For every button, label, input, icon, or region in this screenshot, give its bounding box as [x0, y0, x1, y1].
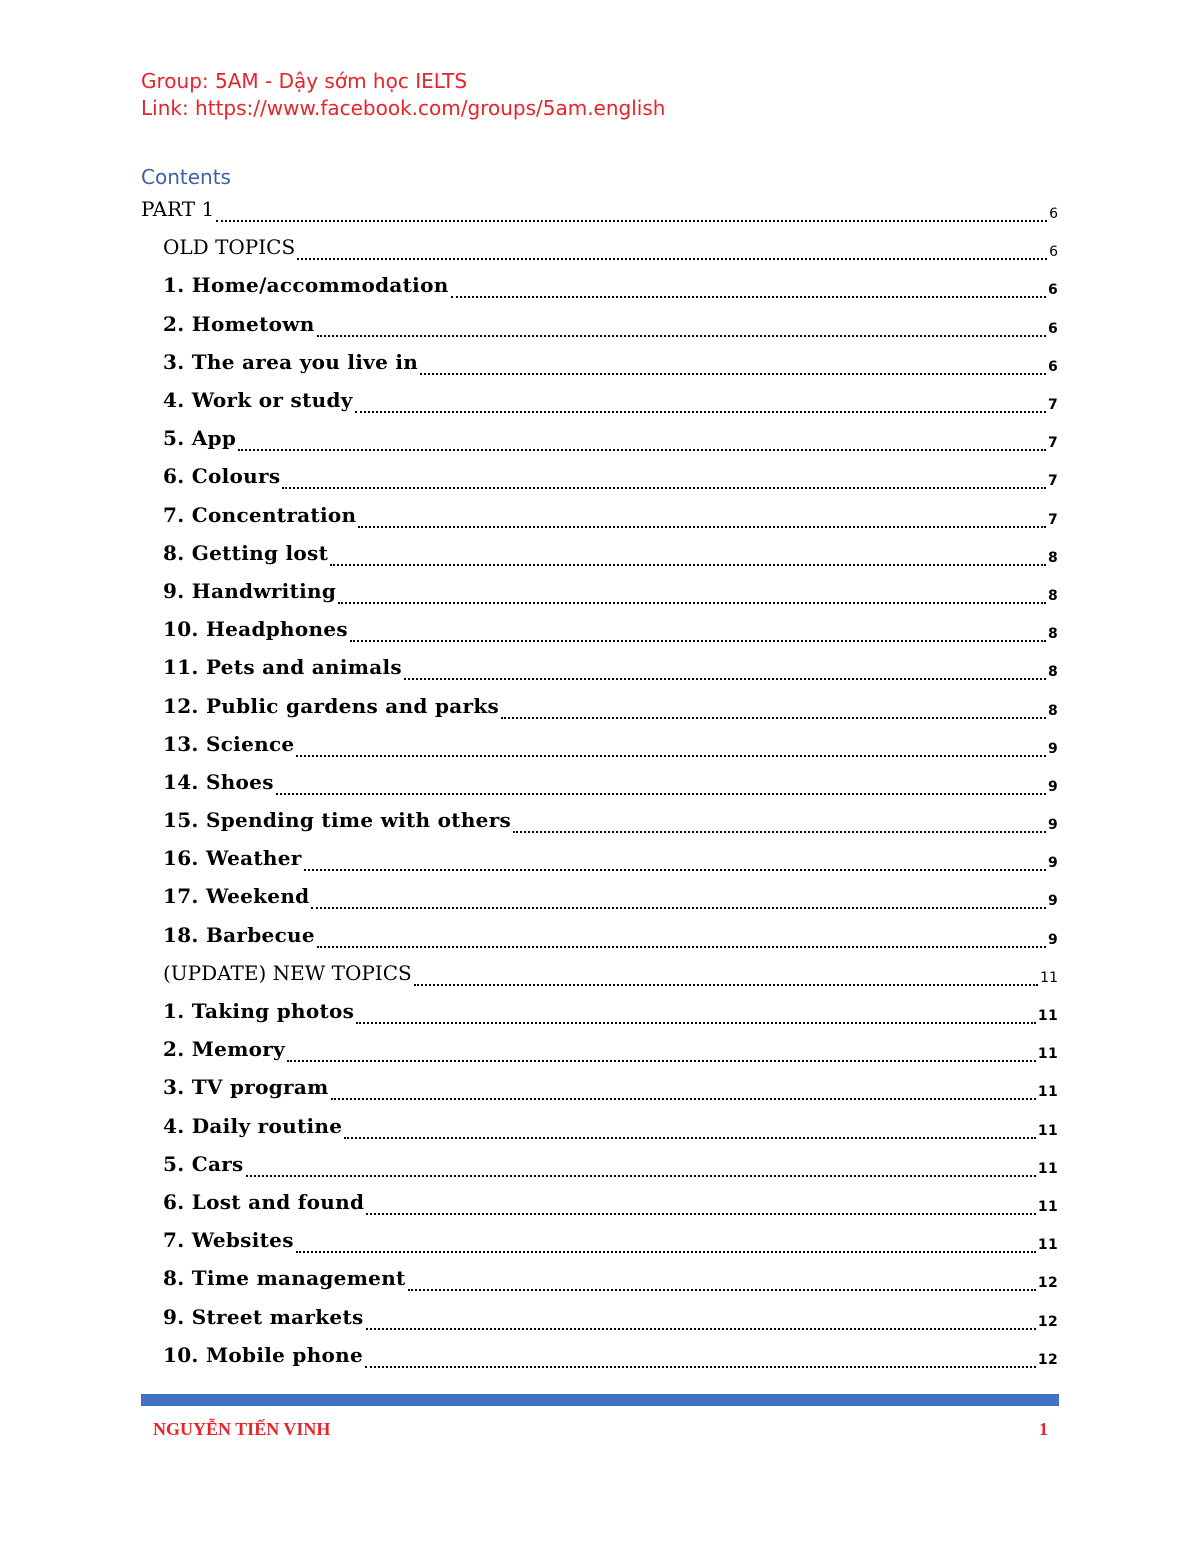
toc-entry-page: 7: [1047, 435, 1058, 452]
toc-entry[interactable]: [141, 1259, 1058, 1297]
toc-entry-label: (UPDATE) NEW TOPICS: [163, 960, 412, 985]
toc-entry-page: 9: [1047, 740, 1058, 757]
toc-entry-page: 9: [1047, 778, 1058, 795]
toc-entry-label: 10. Headphones: [163, 617, 348, 642]
toc-entry-label: 9. Street markets: [163, 1304, 364, 1329]
toc-entry[interactable]: [141, 1297, 1058, 1335]
toc-entry[interactable]: [141, 648, 1058, 686]
toc-entry-label: PART 1: [141, 197, 215, 222]
toc-dot-leader: [366, 1308, 1036, 1330]
toc-entry-label: 11. Pets and animals: [163, 655, 402, 680]
toc-entry-page: 11: [1040, 969, 1058, 986]
toc-entry-label: 10. Mobile phone: [163, 1342, 364, 1367]
toc-entry-page: 7: [1047, 473, 1058, 490]
toc-entry[interactable]: [141, 1068, 1058, 1106]
group-link[interactable]: Link: https://www.facebook.com/groups/5am.english: [141, 96, 666, 120]
toc-dot-leader: [451, 276, 1046, 298]
toc-entry[interactable]: [141, 419, 1058, 457]
footer-author: NGUYỄN TIẾN VINH: [153, 1419, 331, 1439]
toc-entry[interactable]: [141, 916, 1058, 954]
toc-entry[interactable]: [141, 1030, 1058, 1068]
toc-entry[interactable]: [141, 1145, 1058, 1183]
table-of-contents: [141, 190, 1058, 1374]
toc-entry-label: 6. Colours: [163, 464, 281, 489]
toc-entry-page: 12: [1037, 1275, 1058, 1292]
toc-entry-label: 8. Time management: [163, 1266, 406, 1291]
toc-entry-page: 8: [1047, 702, 1058, 719]
toc-entry-label: 2. Hometown: [163, 311, 315, 336]
toc-dot-leader: [282, 467, 1046, 489]
toc-entry-page: 11: [1037, 1046, 1058, 1063]
toc-entry[interactable]: [141, 266, 1058, 304]
toc-dot-leader: [338, 582, 1046, 604]
toc-dot-leader: [513, 811, 1046, 833]
toc-dot-leader: [296, 1231, 1036, 1253]
toc-dot-leader: [355, 391, 1046, 413]
toc-entry-label: 4. Work or study: [163, 388, 353, 413]
contents-heading: Contents: [141, 165, 231, 189]
toc-entry-page: 12: [1037, 1313, 1058, 1330]
toc-entry[interactable]: [141, 305, 1058, 343]
toc-entry-page: 11: [1037, 1122, 1058, 1139]
toc-entry[interactable]: [141, 1221, 1058, 1259]
toc-entry-page: 11: [1037, 1084, 1058, 1101]
page-header: [141, 68, 665, 122]
toc-entry-page: 11: [1037, 1198, 1058, 1215]
toc-entry-label: 1. Taking photos: [163, 999, 355, 1024]
toc-entry-page: 7: [1047, 511, 1058, 528]
toc-entry-label: 2. Memory: [163, 1037, 286, 1062]
toc-entry-label: 8. Getting lost: [163, 540, 329, 565]
toc-dot-leader: [350, 620, 1046, 642]
toc-dot-leader: [297, 238, 1047, 260]
toc-entry-label: 13. Science: [163, 731, 295, 756]
toc-dot-leader: [317, 315, 1046, 337]
toc-dot-leader: [420, 353, 1046, 375]
toc-entry[interactable]: [141, 801, 1058, 839]
toc-dot-leader: [404, 658, 1046, 680]
toc-entry[interactable]: [141, 457, 1058, 495]
toc-entry-label: 15. Spending time with others: [163, 808, 512, 833]
toc-entry[interactable]: [141, 686, 1058, 724]
toc-entry-label: 6. Lost and found: [163, 1189, 365, 1214]
toc-entry-page: 11: [1037, 1008, 1058, 1025]
toc-entry-page: 12: [1037, 1351, 1058, 1368]
toc-entry-label: 4. Daily routine: [163, 1113, 343, 1138]
toc-entry[interactable]: [141, 763, 1058, 801]
toc-entry[interactable]: [141, 496, 1058, 534]
toc-entry-label: 18. Barbecue: [163, 922, 315, 947]
toc-entry[interactable]: [141, 343, 1058, 381]
toc-dot-leader: [296, 735, 1046, 757]
toc-entry-label: OLD TOPICS: [163, 235, 296, 260]
footer-page-number: 1: [1039, 1419, 1048, 1439]
toc-entry-page: 8: [1047, 587, 1058, 604]
toc-dot-leader: [246, 1155, 1036, 1177]
toc-entry-label: 5. Cars: [163, 1151, 244, 1176]
toc-entry-page: 11: [1037, 1237, 1058, 1254]
toc-dot-leader: [276, 773, 1046, 795]
toc-entry-page: 9: [1047, 855, 1058, 872]
toc-entry-label: 16. Weather: [163, 846, 302, 871]
group-line: Group: 5AM - Dậy sớm học IELTS: [141, 69, 468, 93]
toc-dot-leader: [356, 1002, 1036, 1024]
toc-entry-page: 6: [1047, 358, 1058, 375]
toc-dot-leader: [365, 1346, 1036, 1368]
toc-dot-leader: [330, 544, 1046, 566]
toc-entry[interactable]: [141, 534, 1058, 572]
toc-dot-leader: [287, 1040, 1036, 1062]
toc-entry-page: 7: [1047, 397, 1058, 414]
toc-entry-label: 1. Home/accommodation: [163, 273, 449, 298]
toc-dot-leader: [216, 200, 1047, 222]
toc-dot-leader: [331, 1078, 1036, 1100]
toc-entry-label: 5. App: [163, 426, 237, 451]
toc-entry[interactable]: [141, 954, 1058, 992]
toc-entry-page: 6: [1049, 206, 1058, 223]
toc-entry[interactable]: [141, 992, 1058, 1030]
toc-dot-leader: [358, 506, 1046, 528]
toc-entry[interactable]: [141, 228, 1058, 266]
toc-dot-leader: [311, 887, 1046, 909]
toc-entry[interactable]: [141, 877, 1058, 915]
toc-entry-page: 9: [1047, 931, 1058, 948]
toc-entry-page: 11: [1037, 1160, 1058, 1177]
toc-entry-label: 9. Handwriting: [163, 578, 337, 603]
toc-entry-page: 9: [1047, 893, 1058, 910]
toc-entry[interactable]: [141, 1107, 1058, 1145]
toc-dot-leader: [501, 697, 1046, 719]
toc-entry-page: 8: [1047, 549, 1058, 566]
toc-entry-label: 3. The area you live in: [163, 349, 419, 374]
toc-entry[interactable]: [141, 190, 1058, 228]
toc-entry-page: 6: [1049, 244, 1058, 261]
toc-entry[interactable]: [141, 381, 1058, 419]
toc-dot-leader: [304, 849, 1046, 871]
toc-entry-label: 7. Concentration: [163, 502, 357, 527]
toc-entry-label: 17. Weekend: [163, 884, 310, 909]
toc-entry-page: 8: [1047, 664, 1058, 681]
toc-entry[interactable]: [141, 1183, 1058, 1221]
toc-dot-leader: [238, 429, 1046, 451]
toc-entry-page: 6: [1047, 282, 1058, 299]
toc-entry[interactable]: [141, 610, 1058, 648]
toc-entry-label: 7. Websites: [163, 1228, 294, 1253]
toc-entry[interactable]: [141, 725, 1058, 763]
footer-divider: [141, 1394, 1059, 1406]
toc-entry[interactable]: [141, 1336, 1058, 1374]
toc-dot-leader: [344, 1117, 1036, 1139]
toc-entry-page: 6: [1047, 320, 1058, 337]
toc-entry-page: 8: [1047, 626, 1058, 643]
toc-dot-leader: [414, 964, 1038, 986]
toc-entry[interactable]: [141, 572, 1058, 610]
toc-entry[interactable]: [141, 839, 1058, 877]
toc-dot-leader: [366, 1193, 1036, 1215]
toc-dot-leader: [408, 1269, 1036, 1291]
toc-dot-leader: [317, 926, 1046, 948]
toc-entry-label: 14. Shoes: [163, 769, 274, 794]
toc-entry-label: 3. TV program: [163, 1075, 329, 1100]
toc-entry-label: 12. Public gardens and parks: [163, 693, 500, 718]
toc-entry-page: 9: [1047, 817, 1058, 834]
